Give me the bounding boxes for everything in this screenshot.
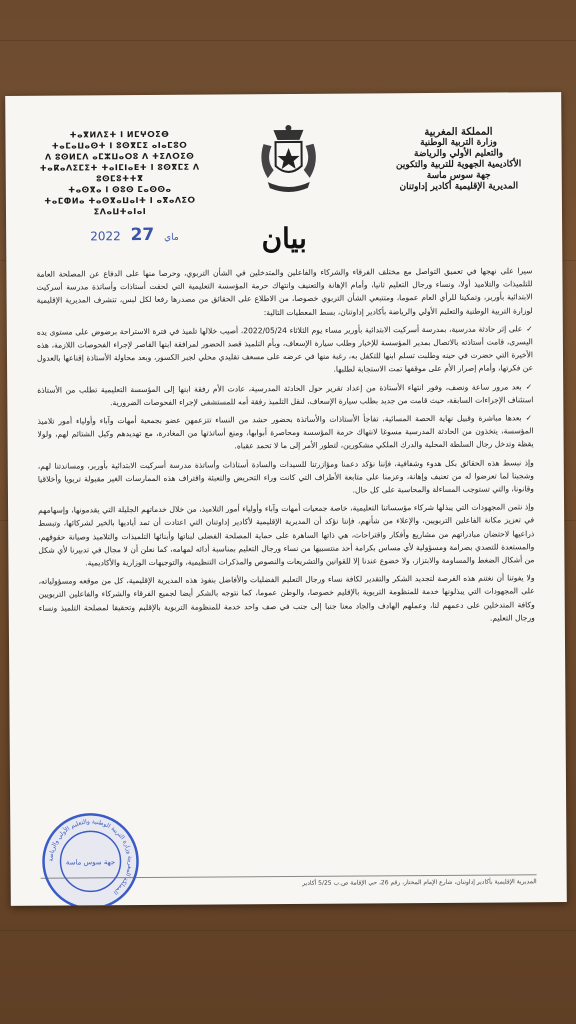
header-line: ⵜⴰⴽⴰⴷⵉⵎⵉⵜ ⵜⴰⵏⵎⵏⴰⴹⵜ ⵏ ⵓⵙⴳⵎⵉ ⴷ ⵓⵙⵎⵓⵜⵜⴳ xyxy=(39,162,200,184)
document-body xyxy=(36,264,535,633)
paragraph-item xyxy=(37,322,533,378)
header-line: المملكة المغربية xyxy=(424,126,493,139)
header-line: جهة سوس ماسة xyxy=(426,170,491,182)
coat-of-arms-icon xyxy=(253,122,324,194)
checkmark-icon: ✓ xyxy=(525,413,534,423)
header-arabic xyxy=(373,126,543,193)
date-day: 27 xyxy=(130,224,155,246)
paragraph-text: على إثر حادثة مدرسية، بمدرسة أسركيت الابتدائية بأوربر مساء يوم الثلاثاء 2022/05/24، أصيب خلالها تلميذ في فترة الاستراحة برضوض على مستوى يده اليسرى، قامت أستاذته بالاتصال بمدير المؤسسة للإخبار وطلب سيارة الإسعاف، وبأم التلميذ قصد الحضور لمرافقة ابنها القاصر لإجراء الفحوصات اللازمة، هذه الأخيرة التي حضرت في حينه وطلبت تسلم ابنها للتكفل به، رغبة منها في عرضه على مسعف تقليدي محلي لجبر الكسور، وبعد محاولة الأستاذة إقناعها بالعدول عن فكرتها، وأمام إصرار الأم على موقفها تمت الاستجابة لطلبها. xyxy=(36,324,534,375)
checkmark-icon: ✓ xyxy=(526,324,533,334)
date-year: 2022 xyxy=(90,229,121,244)
paragraph-text: بعد مرور ساعة ونصف، وفور انتهاء الأستاذة من إعداد تقرير حول الحادثة المدرسية، عادت الأم رفقة ابنها إلى المؤسسة التعليمية تطلب من الأستاذة استئناف الإجراءات السابقة، حيث قامت من جديد بطلب سيارة الإسعاف، لنقل التلميذ رفقة أمه للمستشفى لإجراء الفحوصات الضرورية. xyxy=(37,381,534,408)
stamp-ring-text: المملكة المغربية وزارة التربية الوطنية والتعليم الأولي والرياضة xyxy=(47,818,134,896)
paragraph-item xyxy=(37,411,533,454)
document-page xyxy=(5,92,567,906)
paragraph-item xyxy=(37,380,533,410)
footer-address: المديرية الإقليمية بأكادير إداوتنان، شارع الإمام المختار، رقم 26، حي الإقامة ص.ب 5/25 أكادير xyxy=(302,878,537,887)
header-line: وزارة التربية الوطنية xyxy=(420,137,497,149)
stamp-center-text: جهة سوس ماسة xyxy=(65,858,116,867)
header-tifinagh xyxy=(19,128,220,217)
paragraph: وإذ نثمن المجهودات التي يبذلها شركاء مؤسساتنا التعليمية، خاصة جمعيات أمهات وآباء وأولياء أمور التلاميذ، من خلال خدماتهم الجليلة التي يقدمونها، وإسهامهم في تعزيز مكانة الفاعلين التربويين، والإعلاء من شأنهم، فإننا نؤكد أن المديرية الإقليمية لأكادير إداوتنان التي اعتادت أن تمد أياديها بالخير لشركائها، وتبسط ذراعيها لاحتضان مبادراتهم من مشاريع وأفكار واقتراحات، هي ذاتها الساهرة على حماية المصلحة الفضلى لبناتها وأبنائها التلميذات والتلاميذ وصيانة حقوقهم، والمستعدة للتصدي بصرامة ومسؤولية لأي مساس بكرامة أحد منتسبيها من نساء ورجال التعليم بمناسبة أدائه لمهامه، كما نعلن أن لا مجال في تدبيرنا لأي شكل من أشكال الضغط والمساومة والابتزاز، ولا خضوع عندنا إلا للقوانين والتشريعات والنصوص والمذكرات التنظيمية، والتوجيهات الوزارية والأكاديمية. xyxy=(38,502,535,568)
header-line: ⵜⴰⵎⵀⵍⴰ ⵜⴰⵙⴳⴰⵡⴰⵏⵜ ⵏ ⴰⴳⴰⴷⵉⵔ ⵉⴷⴰⵡⵜⴰⵏⴰⵏ xyxy=(44,195,196,217)
checkmark-icon: ✓ xyxy=(525,381,534,391)
header-line: المديرية الإقليمية أكادير إداوتنان xyxy=(399,181,519,193)
header-line: والتعليم الأولي والرياضة xyxy=(414,148,504,160)
header-line: ⴷ ⵓⵙⵍⵎⴷ ⴰⵎⵣⵡⴰⵔⵓ ⴷ ⵜⵉⴷⵔⵉⵙ xyxy=(44,151,195,162)
document-title: بيان xyxy=(261,221,307,256)
official-stamp xyxy=(40,811,141,906)
paragraph: وإذ نبسط هذه الحقائق بكل هدوء وشفافية، فإننا نؤكد دعمنا ومؤازرتنا للسيدات والسادة أستاذات وأساتذة مدرسة أسركيت الابتدائية بأوربر، ومساندتنا لهم، وشجبنا لما تعرضوا له من تعنيف وإهانة، وعزمنا على متابعة الأطراف التي كانت وراء التحريض والتعبئة واقتراف هذه الممارسات الغير مقبولة تربويا وأخلاقيا وقانونا، والتي تستوجب المساءلة والمحاسبة على كل حال. xyxy=(37,457,534,495)
date-month: ماي xyxy=(164,232,179,243)
header-line: ⵜⴰⵎⴰⵡⴰⵙⵜ ⵏ ⵓⵙⴳⵎⵉ ⴰⵏⴰⵎⵓⵔ xyxy=(51,140,188,151)
header-line: ⵜⴰⴳⵍⴷⵉⵜ ⵏ ⵍⵎⵖⵔⵉⴱ xyxy=(69,129,170,140)
paragraph: ولا يفوتنا أن نغتنم هذه الفرصة لتجديد الشكر والتقدير لكافة نساء ورجال التعليم الفضليات والأفاضل بنفوذ هذه المديرية الإقليمية، كل من موقعه ومسؤولياته، على المجهودات التي يبذلونها خدمة للمنظومة التربوية بالإقليم خصوصا، والوطن عموما، كما نتوجه بالشكر أيضا لجميع الفرقاء والشركاء والفاعلين التربويين وكافة المتدخلين على دعمهم لنا، وعملهم الهادف والجاد معنا جنبا إلى جنب في صف واحد خدمة للمنظومة التربوية بالإقليم وتحقيقا لمصلحة التلميذ ونساء ورجال التعليم. xyxy=(38,573,535,623)
header-line: ⵜⴰⵙⴳⴰ ⵏ ⵙⵓⵙ ⵎⴰⵙⵙⴰ xyxy=(68,184,172,195)
paragraph: سيرا على نهجها في تعميق التواصل مع مختلف الفرقاء والشركاء والفاعلين والمتدخلين في الشأن التربوي، وحرصا منها على الدفاع عن المصلحة العامة للتلميذات والتلاميذ أولا، ونساء ورجال التعليم ثانيا، وأمام الإهانة والتعنيف وانتهاك حرمة المؤسسة التعليمية التي لحقت أستاذات وأساتذة مدرسة أسركيت الابتدائية بأوربر، وتمكينا للرأي العام عموما، ومتتبعي الشأن التربوي خصوصا، من الاطلاع على الحقائق من مصدرها رفعا لكل لبس، تتشرف المديرية الإقليمية لوزارة التربية الوطنية والتعليم الأولي والرياضة بأكادير إداوتنان، بسط المعطيات التالية: xyxy=(36,266,533,317)
paragraph-text: بعدها مباشرة وقبيل نهاية الحصة المسائية، تفاجأ الأستاذات والأساتذة بحضور حشد من النساء تتزعمهن عضو بجمعية أمهات وآباء وأولياء أمور تلاميذ المؤسسة، يتخذون من الحادثة المدرسية مسوغا لانتهاك حرمة المؤسسة ومحاصرة أبوابها، ومنع أساتذتها من المغادرة، مع تهديدهم وكيل الشتائم لهم، ولولا يقظة وتدخل رجال السلطة المحلية والدرك الملكي مشكورين، لتطور الأمر إلى ما لا تحمد عقباه. xyxy=(37,413,534,451)
header-line: الأكاديمية الجهوية للتربية والتكوين xyxy=(396,159,522,171)
